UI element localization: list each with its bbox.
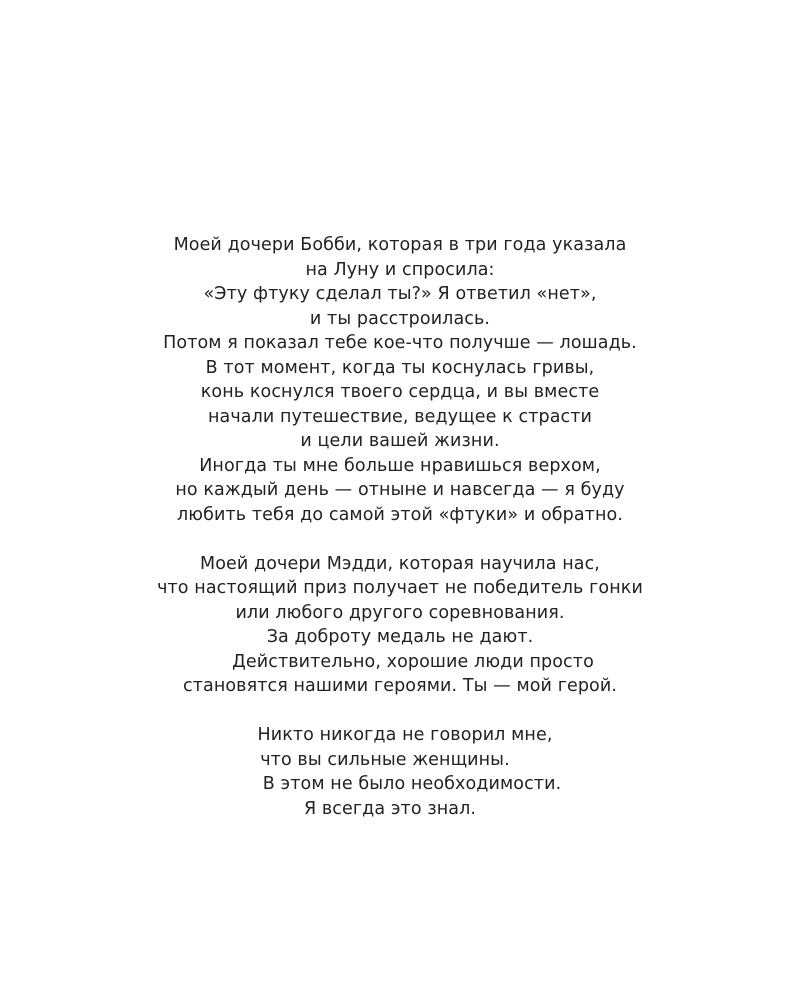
text-line: Никто никогда не говорил мне, <box>257 725 553 745</box>
text-line: Иногда ты мне больше нравишься верхом, <box>199 455 601 476</box>
text-line: Я всегда это знал. <box>303 798 477 819</box>
text-line: становятся нашими героями. Ты — мой герой. <box>182 676 618 696</box>
text-line: Действительно, хорошие люди просто <box>232 651 594 672</box>
text-line: В этом не было необходимости. <box>262 774 562 794</box>
text-line: и ты расстроилась. <box>309 308 491 329</box>
text-line: конь коснулся твоего сердца, и вы вместе <box>200 382 600 402</box>
text-line: что настоящий приз получает не победитель гонки <box>157 578 643 598</box>
text-line: За доброту медаль не дают. <box>266 627 534 647</box>
text-line: начали путешествие, ведущее к страсти <box>207 406 593 427</box>
text-line: «Эту фтуку сделал ты?» Я ответил «нет», <box>203 284 597 304</box>
dedication-stanza-bobbi <box>0 233 800 527</box>
text-line: Потом я показал тебе кое-что получше — лошадь. <box>163 333 637 353</box>
text-line: или любого другого соревнования. <box>235 602 565 623</box>
text-line: и цели вашей жизни. <box>300 431 500 451</box>
dedication-stanza-maddie <box>0 552 800 699</box>
text-line: Моей дочери Мэдди, которая научила нас, <box>200 553 600 574</box>
text-line: любить тебя до самой этой «фтуки» и обратно. <box>176 504 623 525</box>
text-line: Моей дочери Бобби, которая в три года указала <box>173 235 627 255</box>
dedication-stanza-closing <box>0 723 800 821</box>
text-line: но каждый день — отныне и навсегда — я буду <box>175 480 625 500</box>
text-line: на Луну и спросила: <box>305 259 495 280</box>
text-line: В тот момент, когда ты коснулась гривы, <box>205 357 595 378</box>
text-line: что вы сильные женщины. <box>260 749 510 770</box>
dedication-text <box>0 233 800 846</box>
